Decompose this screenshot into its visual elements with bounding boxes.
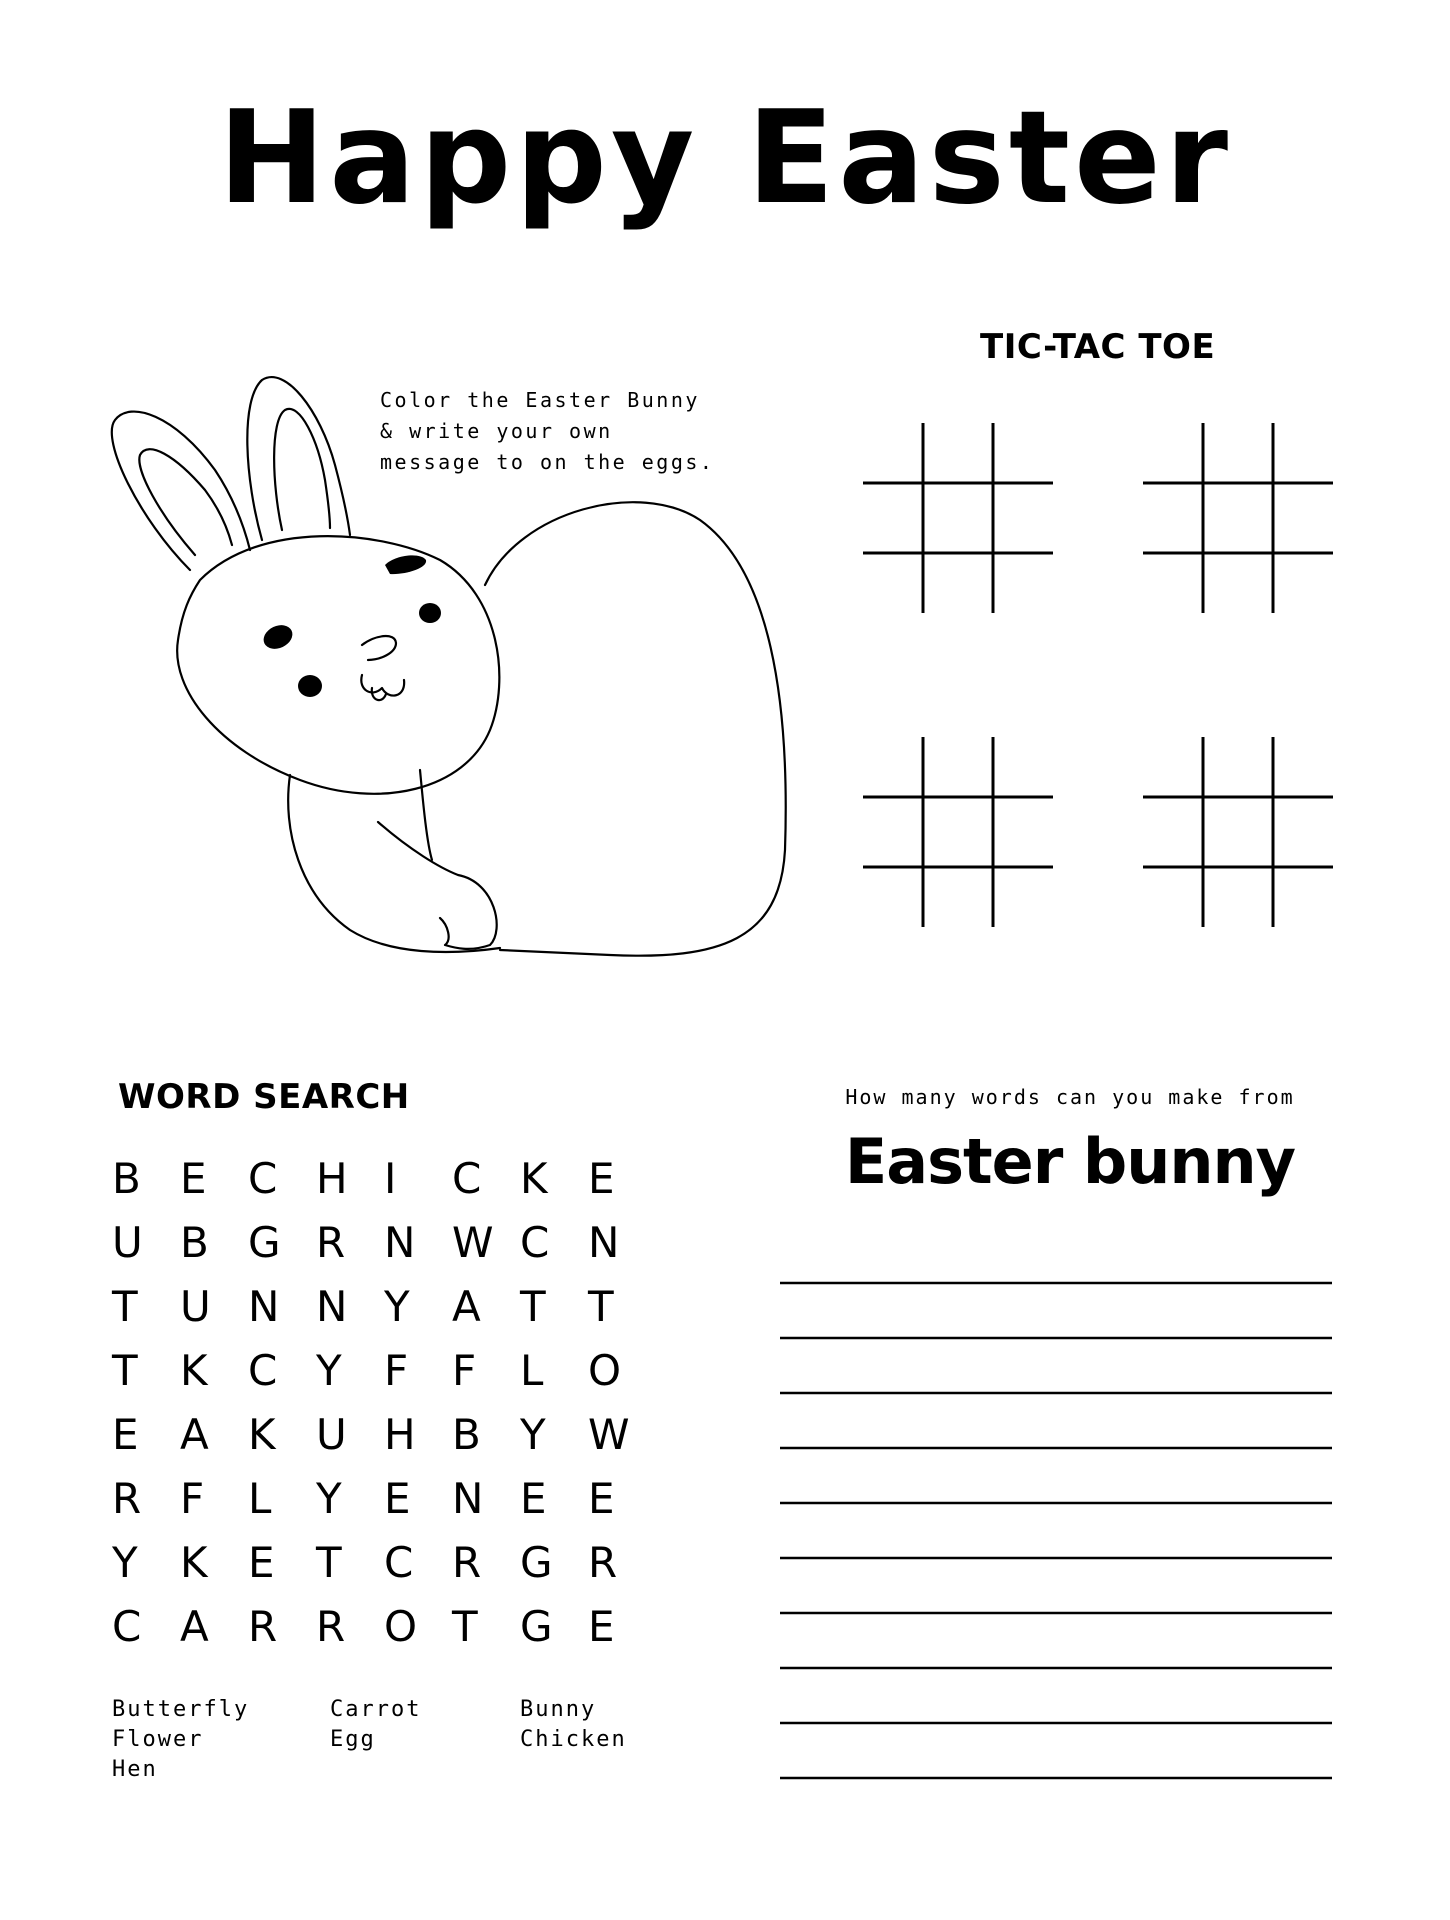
word-list-item: Flower	[112, 1727, 204, 1752]
tictactoe-boards	[863, 423, 1333, 927]
word-search-grid	[100, 1146, 640, 1658]
word-search-letter: E	[384, 1473, 411, 1523]
tictactoe-board-4	[1143, 737, 1333, 927]
word-list-item: Carrot	[330, 1697, 422, 1722]
word-search-letter: U	[316, 1409, 347, 1459]
word-search-letter: L	[520, 1345, 544, 1395]
word-search-letter: R	[112, 1473, 142, 1523]
word-search-letter: Y	[112, 1537, 138, 1587]
bunny-head	[177, 536, 499, 794]
tictactoe-heading: TIC-TAC TOE	[980, 327, 1216, 367]
word-search-letter: F	[384, 1345, 409, 1395]
word-search-letter: O	[384, 1601, 418, 1651]
word-search-letter: U	[180, 1281, 211, 1331]
word-list-column-1	[112, 1695, 249, 1785]
word-search-letter: R	[316, 1601, 346, 1651]
word-list-item: Hen	[112, 1757, 158, 1782]
word-search-letter: C	[520, 1217, 550, 1267]
left-ear-inner	[139, 449, 232, 555]
word-search-letter: G	[520, 1601, 553, 1651]
word-search-letter: R	[452, 1537, 482, 1587]
right-ear-outer	[247, 377, 350, 540]
word-search-letter: R	[316, 1217, 346, 1267]
word-search-letter: E	[588, 1601, 615, 1651]
word-search-letter: E	[180, 1153, 207, 1203]
word-search-letter: Y	[520, 1409, 546, 1459]
left-ear-outer	[112, 412, 250, 570]
word-search-letter: A	[452, 1281, 481, 1331]
word-search-letter: B	[112, 1153, 141, 1203]
tictactoe-board-3	[863, 737, 1053, 927]
word-search-letter: G	[520, 1537, 553, 1587]
tictactoe-board-1	[863, 423, 1053, 613]
word-list-item: Egg	[330, 1727, 376, 1752]
bunny-far-eye	[419, 603, 441, 623]
word-search-letter: N	[588, 1217, 620, 1267]
word-search-letter: L	[248, 1473, 272, 1523]
word-list-item: Bunny	[520, 1697, 597, 1722]
bunny-brow	[385, 555, 426, 574]
word-search-letter: K	[520, 1153, 548, 1203]
word-search-letter: N	[248, 1281, 280, 1331]
instruction-line: & write your own	[380, 419, 613, 443]
egg-shape	[485, 502, 786, 955]
word-search-letter: E	[588, 1153, 615, 1203]
word-search-letter: T	[112, 1281, 138, 1331]
word-search-letter: N	[452, 1473, 484, 1523]
word-search-letter: I	[384, 1153, 397, 1203]
bunny-nose	[362, 636, 396, 660]
word-search-letter: K	[180, 1345, 208, 1395]
word-search-letter: F	[180, 1473, 205, 1523]
make-words-source: Easter bunny	[844, 1125, 1296, 1198]
word-search-letter: T	[452, 1601, 478, 1651]
word-search-letter: F	[452, 1345, 477, 1395]
bunny-mouth	[361, 675, 404, 696]
word-search-letter: E	[112, 1409, 139, 1459]
word-list-item: Chicken	[520, 1727, 627, 1752]
bunny-left-eye	[260, 621, 296, 654]
word-search-letter: C	[384, 1537, 414, 1587]
word-search-letter: O	[588, 1345, 622, 1395]
word-search-letter: E	[588, 1473, 615, 1523]
bunny-eyes	[260, 555, 441, 697]
word-search-letter: T	[520, 1281, 546, 1331]
coloring-instruction	[380, 385, 715, 478]
instruction-line: message to on the eggs.	[380, 450, 715, 474]
word-list-column-2	[330, 1695, 421, 1755]
tictactoe-board-2	[1143, 423, 1333, 613]
word-search-letter: T	[112, 1345, 138, 1395]
word-search-letter: C	[248, 1345, 278, 1395]
word-search-letter: R	[588, 1537, 618, 1587]
bunny-arm	[378, 822, 497, 949]
word-search-letter: W	[588, 1409, 630, 1459]
word-search-letter: E	[520, 1473, 547, 1523]
word-search-letter: U	[112, 1217, 143, 1267]
make-words-prompt: How many words can you make from	[845, 1085, 1295, 1109]
word-search-letter: A	[180, 1601, 209, 1651]
word-search-letter: N	[316, 1281, 348, 1331]
word-search-letter: Y	[316, 1345, 342, 1395]
word-search-letter: B	[452, 1409, 481, 1459]
word-search-letter: H	[384, 1409, 416, 1459]
word-search-letter: T	[316, 1537, 342, 1587]
word-search-letter: W	[452, 1217, 494, 1267]
word-search-letter: C	[452, 1153, 482, 1203]
page-title: Happy Easter	[218, 84, 1232, 233]
word-search-letter: Y	[384, 1281, 410, 1331]
word-search-letter: B	[180, 1217, 209, 1267]
word-search-letter: G	[248, 1217, 281, 1267]
word-search-letter: N	[384, 1217, 416, 1267]
word-search-letter: E	[248, 1537, 275, 1587]
word-search-letter: C	[112, 1601, 142, 1651]
word-search-letter: Y	[316, 1473, 342, 1523]
word-search-letter: H	[316, 1153, 348, 1203]
word-search-heading: WORD SEARCH	[118, 1077, 410, 1117]
word-list-item: Butterfly	[112, 1697, 250, 1722]
word-search-letter: K	[180, 1537, 208, 1587]
word-search-letter: R	[248, 1601, 278, 1651]
writing-lines	[780, 1283, 1332, 1778]
instruction-line: Color the Easter Bunny	[380, 388, 700, 412]
word-search-letter: A	[180, 1409, 209, 1459]
word-search-letter: K	[248, 1409, 276, 1459]
bunny-right-eye	[298, 675, 322, 697]
bunny-body	[288, 775, 500, 952]
word-list-column-3	[520, 1695, 627, 1755]
word-search-letter: T	[588, 1281, 614, 1331]
word-search-letter: C	[248, 1153, 278, 1203]
